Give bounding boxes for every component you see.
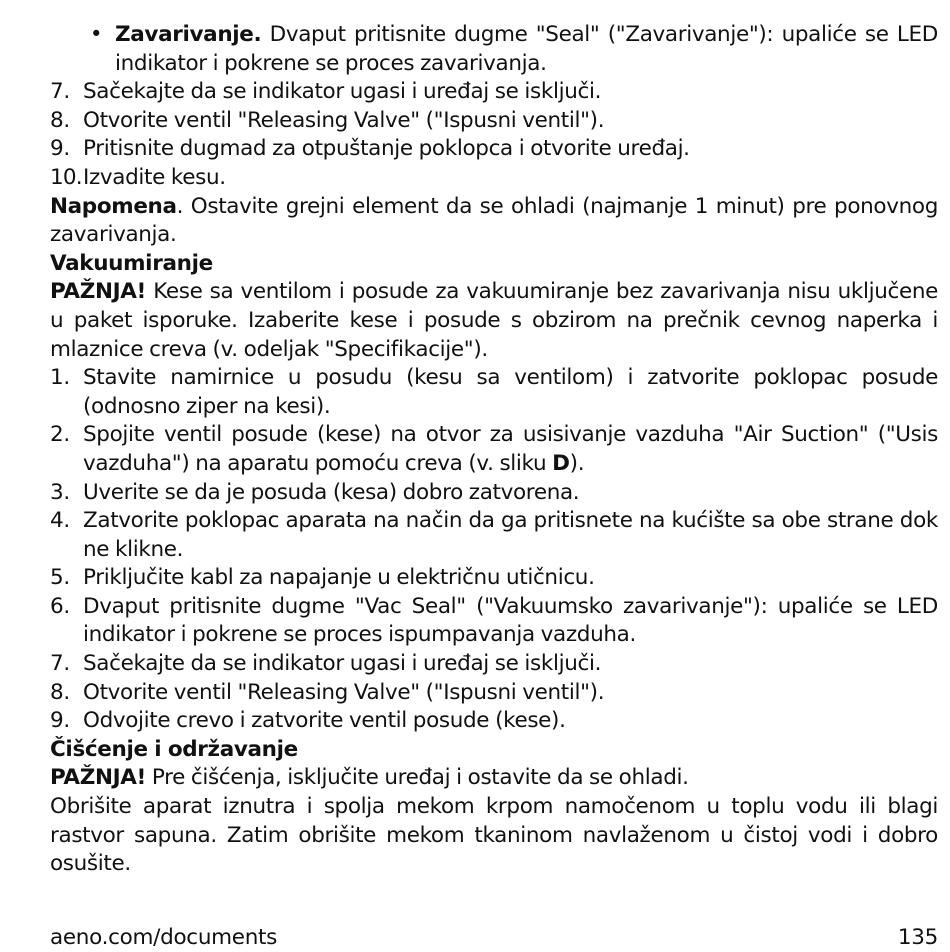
list-item — [50, 593, 938, 650]
page-number: 135 — [897, 925, 938, 950]
list-number: 2. — [50, 422, 70, 448]
list-number: 6. — [50, 593, 70, 619]
warning-paragraph — [50, 764, 938, 793]
section-heading-vacuum: Vakuumiranje — [50, 250, 213, 276]
list-text: Zatvorite poklopac aparata na način da ga pritisnete na kućište sa obe strane dok ne klikne. — [83, 508, 938, 562]
list-text: Dvaput pritisnite dugme "Vac Seal" ("Vakuumsko zavarivanje"): upaliće se LED indikator i pokrene se proces ispumpavanja vazduha. — [83, 593, 938, 648]
list-number: 7. — [50, 651, 70, 677]
bullet-icon: • — [89, 22, 103, 47]
warning-label: PAŽNJA! — [50, 279, 147, 305]
note-label: Napomena — [50, 193, 177, 219]
list-text: Uverite se da je posuda (kesa) dobro zatvorena. — [83, 479, 580, 505]
list-text: Stavite namirnice u posudu (kesu sa ventilom) i zatvorite poklopac posude (odnosno ziper na kesi). — [83, 365, 938, 419]
note-paragraph — [50, 193, 938, 250]
list-item — [50, 421, 938, 478]
list-text-end: ). — [569, 450, 585, 476]
list-text: Pritisnite dugmad za otpuštanje poklopca i otvorite uređaj. — [83, 136, 690, 162]
list-item — [50, 479, 938, 508]
list-item — [50, 78, 938, 107]
list-number: 9. — [50, 708, 70, 734]
bullet-item-sealing — [50, 21, 938, 78]
footer-url: aeno.com/documents — [50, 925, 278, 950]
list-text: Priključite kabl za napajanje u električnu utičnicu. — [83, 565, 595, 591]
document-page — [50, 21, 938, 879]
warning-label: PAŽNJA! — [50, 765, 147, 791]
bullet-text: Dvaput pritisnite dugme "Seal" ("Zavarivanje"): upaliće se LED indikator i pokrene se proces zavarivanja. — [115, 22, 938, 76]
cleaning-paragraph: Obrišite aparat iznutra i spolja mekom krpom namočenom u toplu vodu ili blagi rastvor sapuna. Zatim obrišite mekom tkaninom navlaženom u čistoj vodi i dobro osušite. — [50, 794, 938, 877]
list-number: 7. — [50, 79, 70, 105]
bullet-title: Zavarivanje. — [115, 22, 262, 47]
list-number: 8. — [50, 107, 70, 133]
list-text: Sačekajte da se indikator ugasi i uređaj se isključi. — [83, 651, 602, 677]
list-text: Spojite ventil posude (kese) na otvor za usisivanje vazduha "Air Suction" ("Usis vazduha") na aparatu pomoću creva (v. sliku — [83, 422, 938, 476]
list-item — [50, 135, 938, 164]
list-number: 10. — [50, 164, 82, 190]
list-item — [50, 707, 938, 736]
warning-paragraph — [50, 278, 938, 364]
list-item — [50, 364, 938, 421]
note-text: . Ostavite grejni element da se ohladi (najmanje 1 minut) pre ponovnog zavarivanja. — [50, 193, 938, 248]
list-number: 1. — [50, 365, 70, 391]
list-item — [50, 507, 938, 564]
list-item — [50, 679, 938, 708]
list-text: Izvadite kesu. — [83, 164, 226, 190]
list-text: Sačekajte da se indikator ugasi i uređaj se isključi. — [83, 79, 602, 105]
list-text: Otvorite ventil "Releasing Valve" ("Ispusni ventil"). — [83, 679, 605, 705]
list-item — [50, 650, 938, 679]
warning-text: Pre čišćenja, isključite uređaj i ostavite da se ohladi. — [146, 765, 689, 791]
list-number: 3. — [50, 479, 70, 505]
list-item — [50, 164, 938, 193]
list-text: Otvorite ventil "Releasing Valve" ("Ispusni ventil"). — [83, 107, 605, 133]
list-number: 9. — [50, 136, 70, 162]
list-item — [50, 107, 938, 136]
list-number: 5. — [50, 565, 70, 591]
warning-text: Kese sa ventilom i posude za vakuumiranje bez zavarivanja nisu uključene u paket isporuke. Izaberite kese i posude s obzirom na prečnik cevnog naperka i mlaznice creva (v. odeljak "Specifikacije"). — [50, 279, 938, 362]
list-number: 4. — [50, 508, 70, 534]
figure-reference: D — [552, 450, 570, 476]
list-item — [50, 564, 938, 593]
section-heading-cleaning: Čišćenje i održavanje — [50, 736, 298, 762]
list-text: Odvojite crevo i zatvorite ventil posude (kese). — [83, 708, 566, 734]
list-number: 8. — [50, 679, 70, 705]
page-footer — [50, 924, 938, 952]
